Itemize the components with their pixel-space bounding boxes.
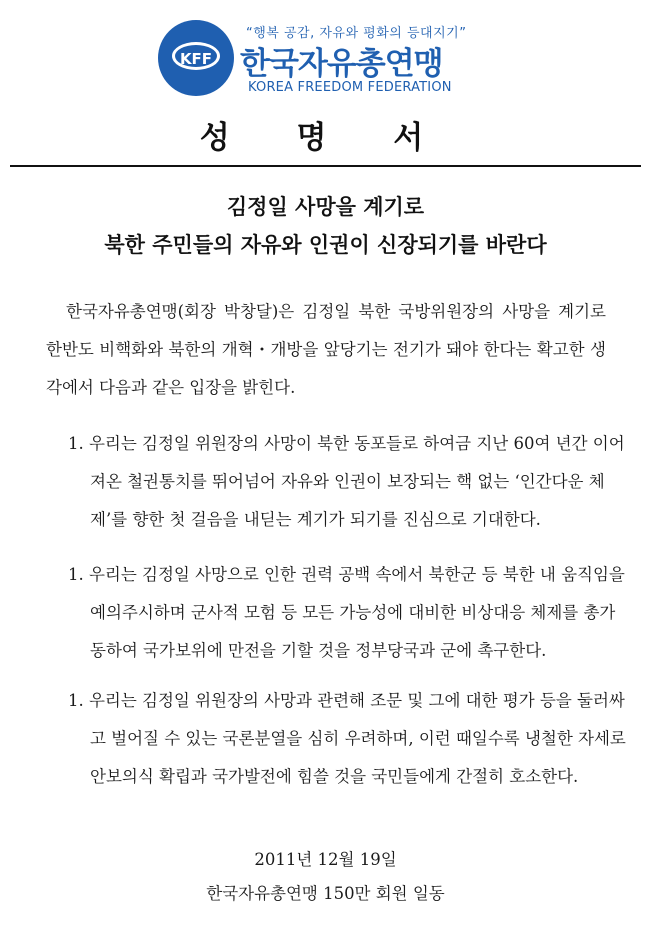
org-name-english: KOREA FREEDOM FEDERATION [248, 80, 452, 95]
logo-text: KFF [172, 42, 220, 70]
slogan: “행복 공감, 자유와 평화의 등대지기” [246, 26, 467, 41]
statement-item-3: 1. 우리는 김정일 위원장의 사망과 관련해 조문 및 그에 대한 평가 등을 둘러싸고 벌어질 수 있는 국론분열을 심히 우려하며, 이런 때일수록 냉철한 자세로 안보의식 확립과 국가발전에 힘쓸 것을 국민들에게 간절히 호소한다. [68, 691, 626, 786]
signature: 한국자유총연맹 150만 회원 일동 [206, 884, 445, 903]
statement-date: 2011년 12월 19일 [254, 850, 397, 869]
document-title: 성 명 서 [199, 120, 452, 156]
title-divider [10, 165, 641, 167]
headline-line-2: 북한 주민들의 자유와 인권이 신장되기를 바란다 [104, 233, 547, 257]
kff-logo [158, 20, 234, 96]
letterhead [0, 0, 651, 100]
headline [0, 188, 651, 264]
intro-paragraph: 한국자유총연맹(회장 박창달)은 김정일 북한 국방위원장의 사망을 계기로 한반도 비핵화와 북한의 개혁・개방을 앞당기는 전기가 돼야 한다는 확고한 생각에서 다음과 같은 입장을 밝힌다. [46, 302, 606, 397]
statement-item-1: 1. 우리는 김정일 위원장의 사망이 북한 동포들로 하여금 지난 60여 년간 이어져온 철권통치를 뛰어넘어 자유와 인권이 보장되는 핵 없는 ‘인간다운 체제’를 향한 첫 걸음을 내딛는 계기가 되기를 진심으로 기대한다. [68, 434, 625, 529]
org-name-korean: 한국자유총연맹 [240, 46, 443, 82]
statement-item-2: 1. 우리는 김정일 사망으로 인한 권력 공백 속에서 북한군 등 북한 내 움직임을 예의주시하며 군사적 모험 등 모든 가능성에 대비한 비상대응 체제를 총가동하여 국가보위에 만전을 기할 것을 정부당국과 군에 촉구한다. [68, 565, 625, 660]
headline-line-1: 김정일 사망을 계기로 [226, 195, 425, 219]
